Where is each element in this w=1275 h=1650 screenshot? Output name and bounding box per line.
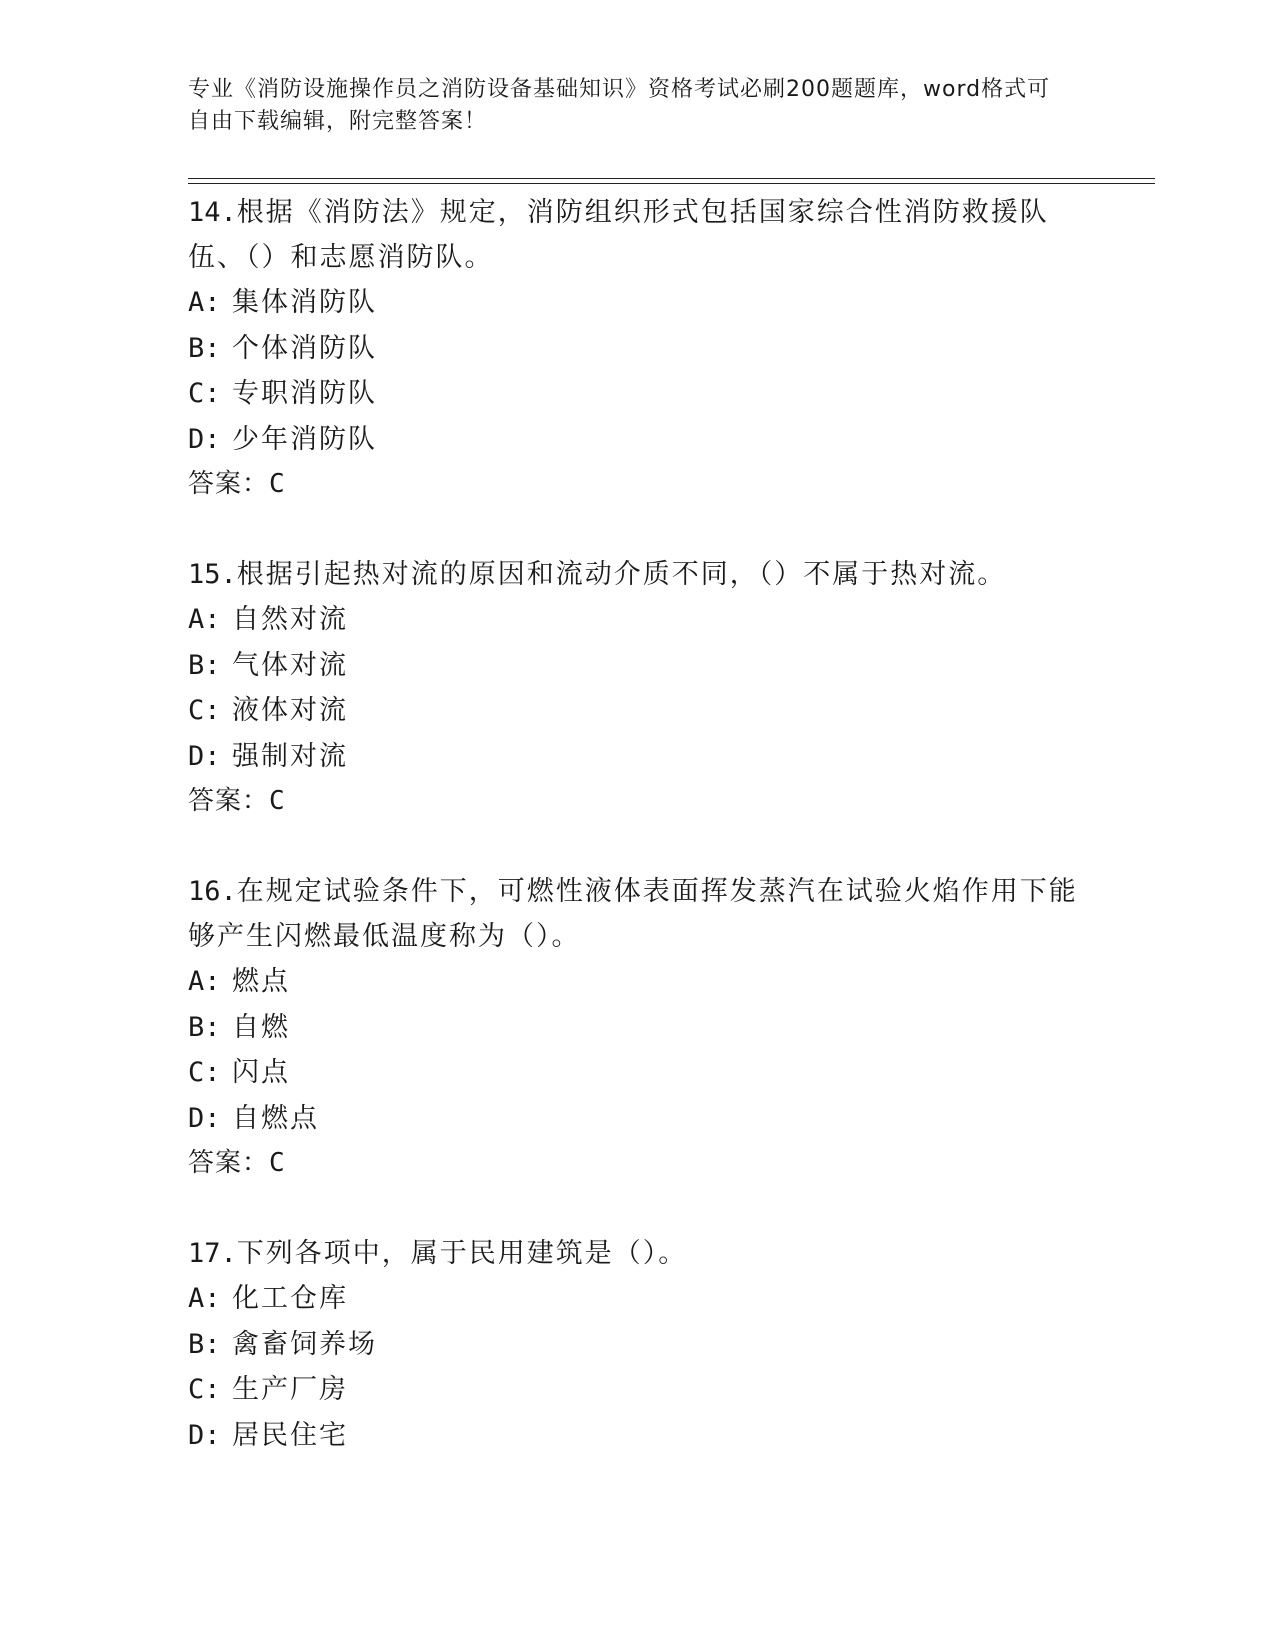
- header-divider-bottom: [188, 183, 1155, 184]
- header-divider-top: [188, 178, 1155, 179]
- answer-value: C: [269, 469, 286, 499]
- option-c: [188, 371, 1088, 417]
- option-key: C:: [188, 1374, 221, 1405]
- option-key: C:: [188, 1057, 221, 1088]
- answer-line: [188, 1141, 1088, 1186]
- option-b: [188, 1005, 1088, 1051]
- option-text: 化工仓库: [232, 1283, 348, 1314]
- question-text: 下列各项中，属于民用建筑是（）。: [236, 1238, 688, 1269]
- option-key: D:: [188, 740, 221, 772]
- question-stem: [188, 1231, 1088, 1276]
- option-text: 集体消防队: [232, 287, 377, 318]
- option-d: [188, 734, 1088, 780]
- option-d: [188, 1096, 1088, 1142]
- option-key: B:: [188, 1011, 221, 1043]
- option-b: [188, 326, 1088, 372]
- question-16: [188, 869, 1088, 1186]
- option-a: [188, 959, 1088, 1005]
- question-spacer: [188, 507, 1088, 552]
- option-key: C:: [188, 695, 221, 726]
- question-list: [188, 190, 1088, 1458]
- option-text: 气体对流: [232, 649, 348, 681]
- option-key: A:: [188, 1283, 221, 1314]
- option-text: 液体对流: [232, 695, 348, 726]
- option-d: [188, 417, 1088, 463]
- question-text: 根据引起热对流的原因和流动介质不同，（）不属于热对流。: [236, 559, 1007, 590]
- option-b: [188, 643, 1088, 689]
- question-17: [188, 1231, 1088, 1458]
- question-number: 16.: [188, 876, 237, 907]
- option-text: 强制对流: [232, 740, 348, 772]
- question-number: 17.: [188, 1238, 237, 1269]
- question-text: 在规定试验条件下，可燃性液体表面挥发蒸汽在试验火焰作用下能够产生闪燃最低温度称为（）。: [188, 876, 1078, 952]
- option-text: 专职消防队: [232, 378, 377, 409]
- option-a: [188, 597, 1088, 643]
- option-a: [188, 280, 1088, 326]
- option-b: [188, 1322, 1088, 1368]
- question-stem: [188, 190, 1088, 280]
- question-spacer: [188, 824, 1088, 869]
- answer-line: [188, 462, 1088, 507]
- option-key: A:: [188, 604, 221, 635]
- question-number: 14.: [188, 197, 237, 228]
- document-header: [188, 74, 1068, 138]
- option-key: A:: [188, 287, 221, 318]
- question-spacer: [188, 1186, 1088, 1231]
- answer-label: 答案：: [188, 786, 270, 816]
- answer-value: C: [269, 1148, 286, 1178]
- option-text: 自燃: [232, 1011, 290, 1043]
- option-text: 闪点: [232, 1057, 290, 1088]
- option-text: 居民住宅: [232, 1419, 348, 1451]
- option-text: 自然对流: [232, 604, 348, 635]
- option-c: [188, 1367, 1088, 1413]
- answer-value: C: [269, 786, 286, 816]
- answer-line: [188, 779, 1088, 824]
- option-text: 生产厂房: [232, 1374, 348, 1405]
- question-15: [188, 552, 1088, 824]
- question-14: [188, 190, 1088, 507]
- option-c: [188, 1050, 1088, 1096]
- option-key: D:: [188, 1102, 221, 1134]
- option-text: 燃点: [232, 966, 290, 997]
- option-a: [188, 1276, 1088, 1322]
- option-key: D:: [188, 423, 221, 455]
- option-text: 少年消防队: [232, 423, 377, 455]
- option-d: [188, 1413, 1088, 1459]
- option-text: 禽畜饲养场: [232, 1328, 377, 1360]
- option-text: 自燃点: [232, 1102, 319, 1134]
- question-number: 15.: [188, 559, 237, 590]
- option-c: [188, 688, 1088, 734]
- option-text: 个体消防队: [232, 332, 377, 364]
- option-key: C:: [188, 378, 221, 409]
- answer-label: 答案：: [188, 1148, 270, 1178]
- option-key: A:: [188, 966, 221, 997]
- question-stem: [188, 869, 1088, 959]
- option-key: B:: [188, 649, 221, 681]
- header-intro-text: 专业《消防设施操作员之消防设备基础知识》资格考试必刷200题题库，word格式可自由下载编辑，附完整答案！: [188, 77, 1051, 134]
- option-key: B:: [188, 332, 221, 364]
- question-text: 根据《消防法》规定，消防组织形式包括国家综合性消防救援队伍、（）和志愿消防队。: [188, 197, 1049, 273]
- question-stem: [188, 552, 1088, 597]
- option-key: B:: [188, 1328, 221, 1360]
- answer-label: 答案：: [188, 469, 270, 499]
- option-key: D:: [188, 1419, 221, 1451]
